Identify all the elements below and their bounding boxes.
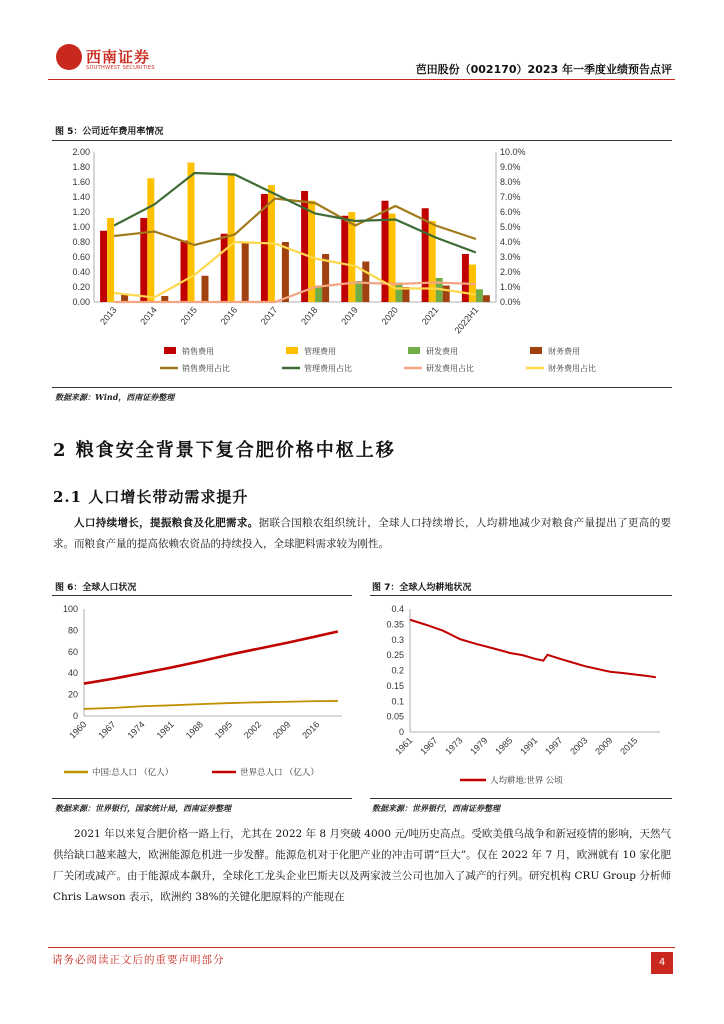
fig5-legend-swatch: [164, 347, 176, 354]
fig6-ytick: 80: [67, 625, 78, 636]
fig5-legend-label: 管理费用: [304, 347, 336, 356]
fig5-ytick-right: 6.0%: [500, 207, 521, 217]
fig5-xtick: 2014: [138, 304, 159, 327]
fig6-ytick: 100: [62, 604, 78, 614]
fig5-bar: [107, 218, 114, 302]
fig5-ytick-right: 4.0%: [500, 237, 521, 247]
fig5-bar: [341, 216, 348, 302]
fig6-xtick: 1974: [125, 719, 147, 741]
fig5-line-series: [114, 242, 476, 298]
fig5-xtick: 2015: [178, 304, 200, 327]
fig5-xtick: 2017: [258, 304, 280, 327]
fig6-source: 数据来源：世界银行，国家统计局，西南证券整理: [55, 803, 231, 813]
fig5-ytick-left: 0.80: [72, 237, 90, 247]
fig6-legend-label: 中国:总人口 （亿人）: [92, 767, 174, 777]
fig5-bar: [242, 242, 249, 302]
logo-icon: [56, 44, 82, 70]
fig5-legend-label: 销售费用: [182, 347, 214, 356]
fig7-ytick: 0.1: [391, 696, 404, 707]
fig5-bar: [355, 281, 362, 302]
fig5-bar: [147, 178, 154, 302]
fig5-ytick-right: 3.0%: [500, 252, 521, 262]
fig6-caption: 图 6：全球人口状况: [55, 583, 137, 593]
paragraph-population: [53, 513, 671, 555]
fig5-bar: [462, 254, 469, 302]
footer-disclaimer: 请务必阅读正文后的重要声明部分: [52, 954, 225, 966]
fig6-xtick: 2002: [241, 719, 264, 741]
fig5-ytick-left: 0.00: [72, 297, 90, 307]
fig7-source: 数据来源：世界银行，西南证券整理: [372, 803, 500, 813]
fig7-bottom-rule: [370, 798, 672, 799]
fig5-ytick-right: 8.0%: [500, 177, 521, 187]
fig5-ytick-left: 1.80: [72, 162, 90, 172]
fig5-legend-swatch: [530, 347, 542, 354]
fig5-ytick-left: 0.60: [72, 252, 90, 262]
fig5-ytick-left: 1.60: [72, 177, 90, 187]
fig7-xtick: 1997: [543, 735, 565, 757]
footer-divider: [48, 947, 675, 948]
fig7-ytick: 0.35: [386, 619, 404, 630]
fig7-top-rule: [370, 595, 672, 596]
fig5-legend-swatch: [408, 347, 420, 354]
fig5-bar: [140, 218, 147, 302]
fig7-xtick: 2009: [593, 735, 615, 757]
fig7-xtick: 1985: [493, 735, 515, 757]
fig6-top-rule: [52, 595, 352, 596]
fig5-bar: [282, 242, 289, 302]
fig6-xtick: 1967: [96, 719, 118, 741]
fig5-ytick-right: 0.0%: [500, 297, 521, 307]
fig5-xtick: 2018: [299, 304, 320, 327]
fig5-legend-label: 研发费用: [426, 347, 458, 356]
fig7-xtick: 1973: [443, 735, 465, 757]
logo-text: 西南证券: [86, 48, 151, 66]
header-divider: [48, 79, 675, 80]
fig5-chart: [52, 142, 672, 388]
fig5-ytick-left: 1.00: [72, 222, 90, 232]
fig5-ytick-right: 7.0%: [500, 192, 521, 202]
fig6-xtick: 1995: [212, 719, 235, 741]
fig5-legend-label: 管理费用占比: [304, 364, 352, 373]
fig5-legend-label: 财务费用占比: [548, 364, 596, 373]
fig6-xtick: 2009: [271, 719, 293, 741]
fig5-legend-label: 销售费用占比: [182, 364, 230, 373]
fig7-xtick: 1991: [518, 735, 540, 757]
fig6-ytick: 60: [67, 646, 78, 657]
fig6-xtick: 1988: [183, 719, 205, 741]
fig7-ytick: 0.4: [391, 604, 404, 614]
fig5-bar: [188, 163, 195, 303]
fig5-ytick-right: 10.0%: [500, 147, 526, 157]
fig5-bar: [429, 221, 436, 302]
fig6-legend-label: 世界总人口 （亿人）: [240, 767, 319, 777]
fig6-bottom-rule: [52, 798, 352, 799]
fig5-bottom-rule: [52, 387, 672, 388]
fig5-line-series: [114, 199, 476, 246]
fig6-xtick: 2016: [300, 719, 322, 741]
paragraph-population-body: 据联合国粮农组织统计，全球人口持续增长，人均耕地减少对粮食产量提出了更高的要求。而粮食产量的提高依赖农资品的持续投入，全球肥料需求较为刚性。: [53, 517, 672, 550]
fig7-legend-label: 人均耕地:世界 公顷: [490, 775, 563, 785]
fig5-bar: [221, 234, 228, 302]
fig5-caption: 图 5：公司近年费用率情况: [55, 127, 164, 137]
fig5-bar: [396, 283, 403, 303]
fig6-line-series: [84, 701, 338, 709]
fig5-ytick-right: 2.0%: [500, 267, 521, 277]
fig5-ytick-left: 1.20: [72, 207, 90, 217]
fig6-line-series: [84, 631, 338, 683]
fig5-xtick: 2016: [218, 304, 240, 327]
fig5-xtick: 2020: [379, 304, 401, 327]
fig5-ytick-left: 2.00: [72, 147, 90, 157]
fig5-ytick-right: 9.0%: [500, 162, 521, 172]
report-title: 芭田股份（002170）2023 年一季度业绩预告点评: [415, 63, 672, 76]
fig6-xtick: 1981: [154, 719, 176, 741]
fig5-top-rule: [52, 140, 672, 141]
section-2-1-heading: 2.1 人口增长带动需求提升: [53, 488, 249, 506]
fig5-ytick-left: 0.20: [72, 282, 90, 292]
logo-english-text: SOUTHWEST SECURITIES: [86, 65, 155, 71]
fig7-ytick: 0.2: [391, 665, 404, 676]
fig5-xtick: 2021: [419, 304, 441, 327]
fig5-legend-label: 研发费用占比: [426, 364, 474, 373]
fig5-bar: [121, 295, 128, 303]
fig5-bar: [202, 276, 209, 302]
fig7-xtick: 2003: [568, 735, 590, 757]
fig7-xtick: 1967: [418, 735, 440, 757]
fig7-chart: [370, 597, 672, 797]
fig7-xtick: 1961: [393, 735, 415, 757]
fig7-line-series: [410, 620, 656, 678]
fig5-bar: [476, 289, 483, 302]
fig5-legend-swatch: [286, 347, 298, 354]
fig5-source: 数据来源：Wind，西南证券整理: [55, 392, 175, 402]
page-number: 4: [651, 952, 673, 974]
fig5-ytick-left: 0.40: [72, 267, 90, 277]
paragraph-fertilizer-price: 2021 年以来复合肥价格一路上行，尤其在 2022 年 8 月突破 4000 元/吨历史高点。受欧美俄乌战争和新冠疫情的影响，天然气供给缺口越来越大，欧洲能源危机进一步发酵。能源危机对于化肥产业的冲击可谓“巨大”。仅在 2022 年 7 月，欧洲就有 10 家化肥厂关闭或减产。由于能源成本飙升，全球化工龙头企业巴斯夫以及两家波兰公司也加入了减产的行列。研究机构 CRU Group 分析师 Chris Lawson 表示，欧洲约 38%的关键化肥原料的产能现在: [53, 828, 671, 903]
section-2-heading: 2 粮食安全背景下复合肥价格中枢上移: [53, 440, 396, 461]
fig5-bar: [181, 241, 188, 303]
fig5-xtick: 2019: [339, 304, 360, 327]
fig6-ytick: 20: [67, 689, 78, 700]
fig5-bar: [100, 231, 107, 302]
fig5-bar: [443, 286, 450, 303]
fig5-bar: [483, 295, 490, 302]
fig6-xtick: 1960: [67, 719, 89, 741]
fig5-bar: [228, 175, 235, 303]
fig7-ytick: 0.3: [391, 634, 404, 645]
fig7-ytick: 0.15: [386, 680, 404, 691]
fig6-ytick: 40: [67, 668, 78, 679]
fig5-legend-label: 财务费用: [548, 347, 580, 356]
fig5-ytick-right: 1.0%: [500, 282, 521, 292]
fig5-xtick: 2022H1: [452, 304, 481, 336]
fig6-ytick: 0: [72, 711, 78, 721]
fig7-xtick: 1979: [468, 735, 490, 757]
paragraph-population-lead: 人口持续增长，提振粮食及化肥需求。: [74, 517, 259, 529]
fig7-caption: 图 7：全球人均耕地状况: [372, 583, 472, 593]
fig7-ytick: 0: [398, 727, 404, 737]
fig5-ytick-right: 5.0%: [500, 222, 521, 232]
fig5-bar: [382, 201, 389, 302]
fig5-xtick: 2013: [98, 304, 119, 327]
fig6-chart: [52, 597, 352, 797]
fig7-ytick: 0.25: [386, 650, 404, 661]
fig5-line-series: [114, 173, 476, 253]
fig5-line-series: [114, 283, 476, 303]
fig7-xtick: 2015: [618, 735, 640, 757]
fig7-ytick: 0.05: [386, 711, 404, 722]
fig5-ytick-left: 1.40: [72, 192, 90, 202]
